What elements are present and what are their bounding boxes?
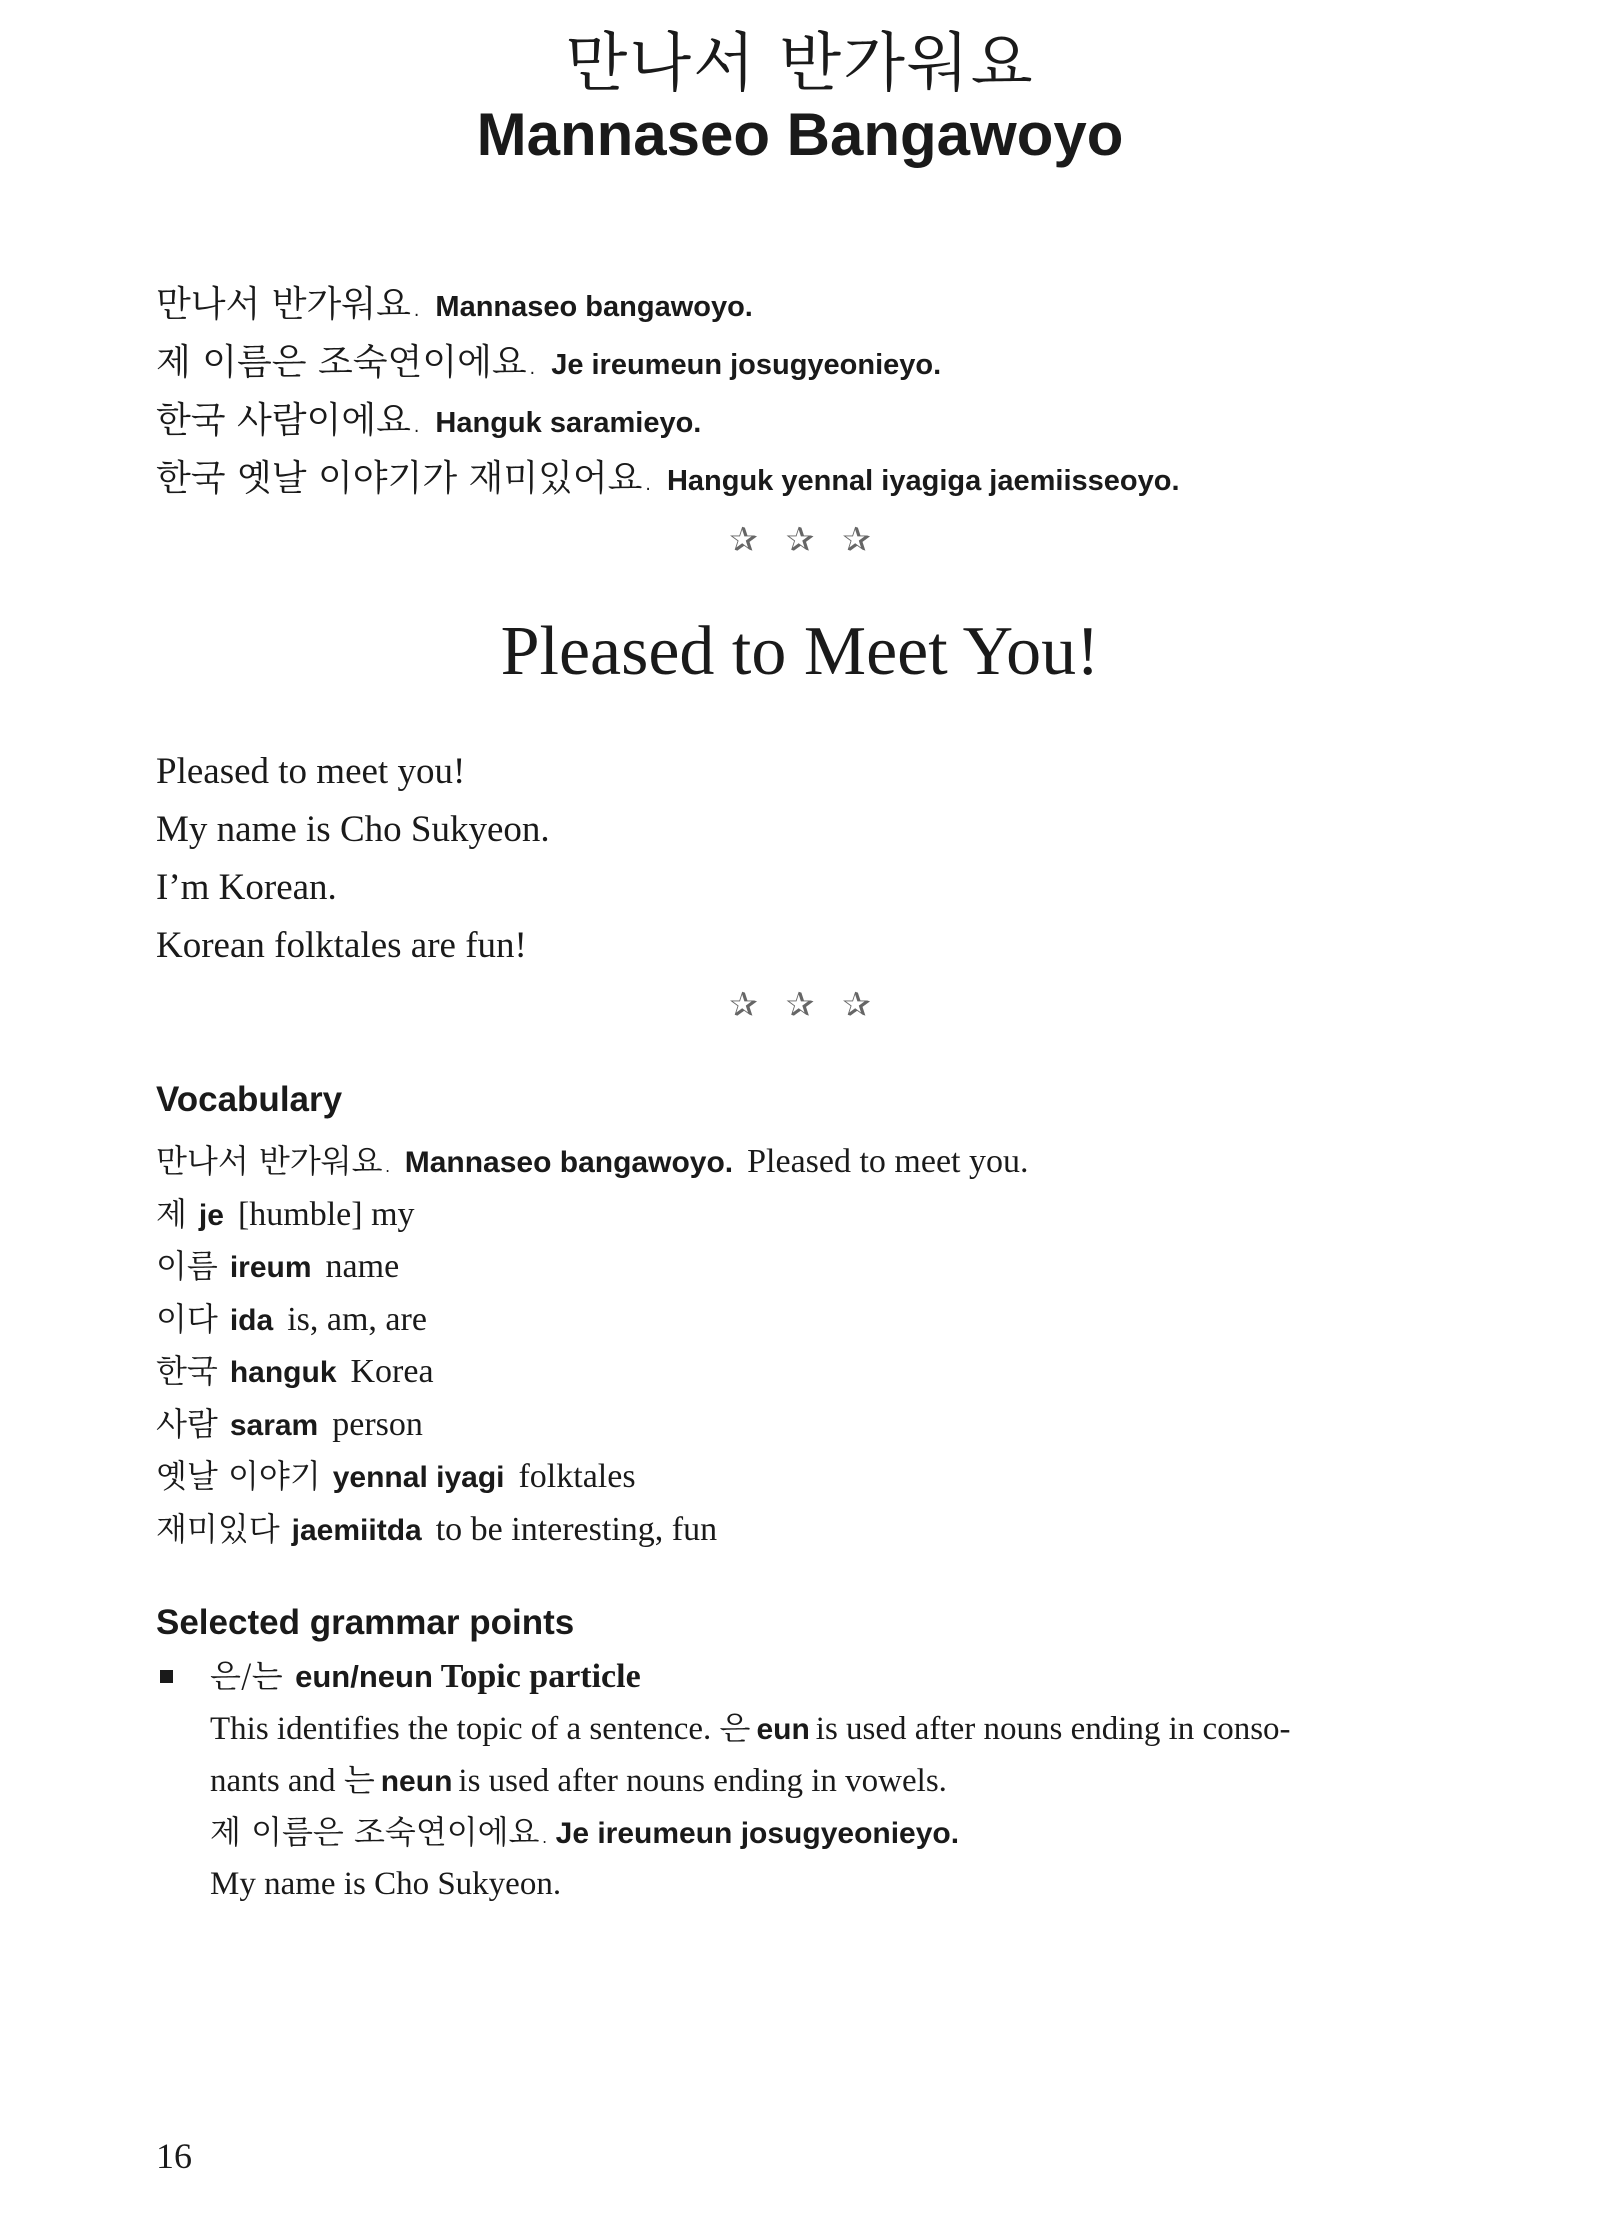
vocab-item: [156, 1240, 1456, 1293]
vocab-item: [156, 1398, 1456, 1451]
vocab-korean: 한국: [156, 1352, 218, 1390]
dialogue-line: [156, 276, 1456, 334]
vocab-korean: 재미있다: [156, 1509, 280, 1548]
dialogue-korean: 한국 사람이에요.: [156, 400, 423, 441]
grammar-label: Topic particle: [440, 1658, 641, 1695]
vocab-item: [156, 1293, 1456, 1346]
vocab-meaning: person: [332, 1405, 423, 1443]
vocab-romanization: ida: [229, 1303, 274, 1337]
vocab-romanization: yennal iyagi: [332, 1461, 505, 1494]
vocab-korean: 이다: [156, 1299, 218, 1338]
example-romanization: Je ireumeun josugyeonieyo.: [555, 1817, 960, 1850]
star-icon: ✰: [842, 985, 871, 1025]
grammar-explanation-line: [210, 1702, 1456, 1754]
vocab-meaning: folktales: [518, 1458, 636, 1495]
grammar-point: [156, 1650, 1456, 1910]
explanation-korean: 는: [343, 1761, 375, 1799]
dialogue-line: [156, 392, 1456, 450]
romanized-title: Mannaseo Bangawoyo: [476, 101, 1124, 168]
star-icon: ✰: [785, 985, 815, 1025]
dialogue-korean: 한국 옛날 이야기가 재미있어요.: [156, 458, 654, 499]
grammar-heading: Selected grammar points: [156, 1603, 575, 1642]
dialogue-line: [156, 334, 1456, 392]
vocab-romanization: Mannaseo bangawoyo.: [404, 1146, 734, 1179]
star-icon: ✰: [785, 520, 815, 560]
vocabulary-heading: Vocabulary: [156, 1080, 343, 1119]
vocab-item: [156, 1503, 1456, 1556]
star-divider: [0, 520, 1600, 560]
dialogue-korean: 제 이름은 조숙연이에요.: [156, 342, 539, 383]
vocab-item: [156, 1450, 1456, 1503]
vocab-meaning: [humble] my: [237, 1195, 415, 1233]
korean-dialogue: [156, 276, 1456, 508]
grammar-title-text: [210, 1658, 641, 1695]
korean-title: 만나서 반가워요: [565, 27, 1035, 101]
vocab-korean: 제: [156, 1194, 187, 1233]
dialogue-romanization: Mannaseo bangawoyo.: [435, 291, 753, 323]
vocab-item: [156, 1135, 1456, 1188]
grammar-point-title: [156, 1650, 1456, 1702]
explanation-romanization: eun: [756, 1713, 810, 1746]
english-line: My name is Cho Sukyeon.: [156, 809, 550, 850]
vocab-meaning: name: [325, 1248, 400, 1285]
star-icon: ✰: [729, 520, 758, 560]
vocab-korean: 사람: [156, 1404, 218, 1443]
vocab-item: [156, 1188, 1456, 1241]
dialogue-korean: 만나서 반가워요.: [156, 284, 423, 325]
vocab-meaning: to be interesting, fun: [435, 1510, 718, 1548]
grammar-korean: 은/는: [210, 1657, 283, 1695]
grammar-explanation-line: [210, 1754, 1456, 1806]
star-icon: ✰: [729, 985, 758, 1025]
explanation-text: is used after nouns ending in conso-: [815, 1711, 1291, 1747]
dialogue-romanization: Hanguk saramieyo.: [435, 407, 702, 439]
explanation-text: This identifies the topic of a sentence.: [210, 1711, 712, 1747]
english-title: Pleased to Meet You!: [500, 613, 1100, 690]
star-divider: [0, 985, 1600, 1025]
vocab-romanization: hanguk: [229, 1356, 337, 1389]
vocab-romanization: saram: [229, 1408, 319, 1442]
explanation-romanization: neun: [380, 1765, 453, 1798]
vocab-korean: 옛날 이야기: [156, 1457, 321, 1495]
grammar-example-english: My name is Cho Sukyeon.: [210, 1866, 562, 1902]
vocab-meaning: Pleased to meet you.: [747, 1143, 1029, 1180]
example-korean: 제 이름은 조숙연이에요.: [210, 1813, 550, 1851]
vocab-meaning: is, am, are: [287, 1300, 427, 1338]
dialogue-romanization: Je ireumeun josugyeonieyo.: [551, 349, 942, 381]
vocab-romanization: ireum: [229, 1251, 312, 1284]
star-icon: ✰: [842, 520, 871, 560]
vocab-item: [156, 1345, 1456, 1398]
vocab-korean: 만나서 반가워요.: [156, 1142, 393, 1180]
explanation-korean: 은: [719, 1709, 751, 1747]
page-number: 16: [156, 2136, 192, 2176]
grammar-example-korean: [210, 1806, 1456, 1858]
english-line: Korean folktales are fun!: [156, 925, 527, 966]
vocab-romanization: je: [198, 1198, 224, 1232]
vocab-korean: 이름: [156, 1247, 218, 1285]
english-line: I’m Korean.: [156, 867, 337, 908]
english-line: Pleased to meet you!: [156, 751, 466, 792]
vocab-meaning: Korea: [350, 1353, 434, 1390]
square-bullet-icon: [160, 1670, 173, 1683]
vocab-romanization: jaemiitda: [291, 1513, 422, 1547]
grammar-romanization: eun/neun: [295, 1659, 433, 1694]
explanation-text: nants and: [210, 1763, 336, 1799]
dialogue-romanization: Hanguk yennal iyagiga jaemiisseoyo.: [666, 465, 1180, 497]
dialogue-line: [156, 450, 1456, 508]
vocabulary-list: [156, 1135, 1456, 1555]
english-dialogue: [156, 743, 1456, 975]
explanation-text: is used after nouns ending in vowels.: [458, 1763, 947, 1799]
